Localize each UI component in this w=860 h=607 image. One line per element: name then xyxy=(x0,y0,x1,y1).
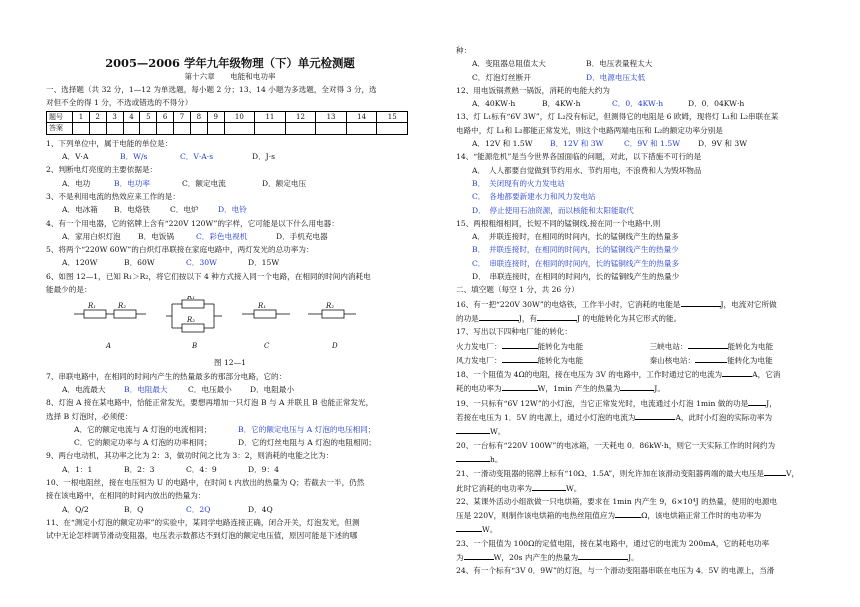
blank-field[interactable] xyxy=(681,297,721,307)
answer-table xyxy=(46,111,408,135)
question-16-cont xyxy=(456,311,818,325)
q14-option-d: D． 停止使用石油资源，而以核能和太阳能取代 xyxy=(472,205,634,215)
q15-option-c: C． 串联连接时，在相同的时间内，长的锰铜线产生的热量多 xyxy=(472,258,680,268)
row-label: 题号 xyxy=(47,111,73,123)
option-a: A．电流最大 xyxy=(62,384,106,394)
q22-text: Ω，该电烘箱正常工作时的电功率为 xyxy=(641,511,762,521)
option-d: D．电阻最小 xyxy=(250,384,295,394)
q15-option-b: B． 并联连接时，在相同的时间内，长的锰铜线产生的热量少 xyxy=(472,245,679,255)
option-b: B．电饭锅 xyxy=(138,231,174,241)
q17-row1 xyxy=(456,339,818,353)
option-d: D．9：4 xyxy=(248,464,279,474)
q15-option-d: D． 串联连接时，在相同的时间内，长的锰铜线产生的热量少 xyxy=(472,272,680,282)
question-21 xyxy=(456,466,818,480)
question-1: 1、下列单位中，属于电能的单位是： xyxy=(46,138,173,148)
question-15: 15、两根粗细相同，长短不同的锰铜线,接在同一个电路中,则 xyxy=(456,218,661,228)
blank-field[interactable] xyxy=(722,367,752,377)
table-cell: 9 xyxy=(207,111,224,123)
q3-options xyxy=(46,203,414,216)
option-c: C．4：9 xyxy=(186,464,217,474)
q21-text: 此时它消耗的电功率为 xyxy=(456,483,532,493)
blank-field[interactable] xyxy=(456,452,490,462)
circuit-label-d: D xyxy=(332,342,338,351)
question-14: 14、“能源危机”是当今世界各国面临的问题，对此，以下措施不可行的是 xyxy=(456,152,702,162)
option-a: A．V·A xyxy=(62,152,89,162)
table-cell: 11 xyxy=(255,111,286,123)
q18-text: A，它消 xyxy=(752,370,781,380)
option-d: D．9V 和 3W xyxy=(698,139,748,149)
q11-options-row2 xyxy=(456,71,818,84)
blank-field[interactable] xyxy=(620,381,654,391)
blank-field[interactable] xyxy=(502,381,538,391)
answer-cell[interactable] xyxy=(190,123,207,135)
q1-options xyxy=(46,150,414,163)
question-5: 5、将两个“220W 60W”的白炽灯串联接在家庭电路中，两灯发光的总功率为： xyxy=(46,245,314,255)
resistor-label-r2: R₂ xyxy=(118,302,127,311)
table-cell: 4 xyxy=(123,111,140,123)
question-20-cont xyxy=(456,452,818,466)
table-cell: 2 xyxy=(89,111,106,123)
q11-options-row1 xyxy=(456,57,818,70)
q9-options xyxy=(46,463,414,476)
q18-text: 18、一个阻值为 4Ω的电阻，接在电压为 3V 的电路中，工作时通过它的电流为 xyxy=(456,370,723,380)
q21-text: 21、一滑动变阻器的铭牌上标有“10Ω、1.5A”，则允许加在该滑动变阻器两端的最大电压是 xyxy=(456,469,765,479)
q18-text: W，1min 产生的热量为 xyxy=(537,384,621,394)
option-b: B．电压表量程太大 xyxy=(586,59,653,69)
question-4: 4、有一个用电器，它的铭牌上含有“220V 120W”的字样，它可能是以下什么用电器： xyxy=(46,218,339,228)
left-column xyxy=(46,0,414,543)
q12-options xyxy=(456,97,818,110)
option-c: C．2Q xyxy=(186,504,211,514)
option-a: A．电功 xyxy=(62,178,91,188)
blank-field[interactable] xyxy=(502,339,538,349)
blank-field[interactable] xyxy=(615,508,641,518)
option-a: A．1：1 xyxy=(62,464,93,474)
table-cell: 7 xyxy=(174,111,191,123)
section-2-title: 二、填空题（每空 1 分，共 26 分） xyxy=(456,285,579,295)
table-cell: 5 xyxy=(140,111,157,123)
q19-text: 19、一只标有“6V 12W”的小灯泡，当它正常发光时，电流通过小灯泡 1min 做的功是 xyxy=(456,398,749,408)
question-21-cont xyxy=(456,481,818,495)
q15-option-a: A． 并联连接时，在相同的时间内，长的锰铜线产生的热量多 xyxy=(472,232,679,242)
question-12: 12、用电饭锅煮熟一锅饭，消耗的电能大约为 xyxy=(456,85,610,95)
option-b: B．12V 和 3W xyxy=(550,139,604,149)
answer-cell[interactable] xyxy=(207,123,224,135)
q13-options xyxy=(456,137,818,150)
q7-options xyxy=(46,383,414,396)
answer-cell[interactable] xyxy=(224,123,255,135)
blank-field[interactable] xyxy=(748,396,766,406)
option-a: A．它的额定电流与 A 灯泡的电流相同； xyxy=(74,424,212,434)
q18-text: J。 xyxy=(654,384,665,394)
question-6: 6、如图 12—1，已知 R₁＞R₂，将它们按以下 4 种方式接入同一个电路，在相同的时间内消耗电 xyxy=(46,271,371,281)
q16-text: 的功是 xyxy=(456,313,479,323)
table-cell: 1 xyxy=(73,111,90,123)
option-b: B．4KW·h xyxy=(542,99,581,109)
q17-label: 三峡电站： xyxy=(649,341,688,351)
q19-text: W。 xyxy=(490,427,506,437)
question-2: 2、判断电灯亮度的主要依据是： xyxy=(46,165,158,175)
question-13: 13、灯 L₁标有“6V 3W”，灯 L₂没有标记，但测得它的电阻是 6 欧姆，现将灯 L₁和 L₂串联在某 xyxy=(456,112,779,122)
figure-caption: 图 12—1 xyxy=(213,358,247,368)
resistor xyxy=(114,310,136,318)
question-19 xyxy=(456,396,818,410)
question-11-end: 种： xyxy=(456,46,472,55)
chapter-title: 第十六章 电能和电功率 xyxy=(184,72,276,81)
question-11: 11、在“测定小灯泡的额定功率”的实验中，某同学电路连接正确，闭合开关，灯泡发光，但测 xyxy=(46,517,360,527)
q14-option-a: A． 人人都要自觉做到节约用水、节约用电，不浪费和人为毁坏物品 xyxy=(472,165,702,175)
q19-text: A，此时小灯泡的实际功率为 xyxy=(675,413,773,423)
resistor-label-r2: R₂ xyxy=(187,316,196,325)
option-a: A．12V 和 1.5W xyxy=(472,139,533,149)
blank-field[interactable] xyxy=(479,311,519,321)
question-20: 20、一台标有“220V 100W”的电冰箱，一天耗电 0．86kW·h，则它一天实际工作的时间约为 xyxy=(456,440,776,450)
option-d: D．J·s xyxy=(252,152,276,162)
answer-cell[interactable] xyxy=(140,123,157,135)
right-column xyxy=(456,0,818,578)
resistor xyxy=(84,310,106,318)
option-b: B．Q xyxy=(124,504,144,514)
q16-text: J，有 xyxy=(518,313,538,323)
q17-label: 秦山核电站： xyxy=(649,355,696,365)
q17-label: 能转化为电能 xyxy=(727,341,774,351)
option-c: C．V·A·s xyxy=(180,152,214,162)
option-c: C．0．4KW·h xyxy=(612,99,664,109)
option-c: C．电炉 xyxy=(170,205,199,215)
blank-field[interactable] xyxy=(764,466,786,476)
table-row xyxy=(47,123,408,135)
option-b: B．60W xyxy=(124,258,155,268)
option-c: C．30W xyxy=(186,258,217,268)
option-d: D．手机充电器 xyxy=(276,231,328,241)
q23-text: W，20s 内产生的热量为 xyxy=(493,552,579,562)
option-d: D．额定电压 xyxy=(262,178,307,188)
section-intro: 一、选择题（共 32 分，1—12 为单选题，每小题 2 分；13、14 小题为多选题，全对得 3 分，选 xyxy=(46,85,377,94)
question-22-end xyxy=(456,522,818,536)
table-cell: 8 xyxy=(190,111,207,123)
q17-row2 xyxy=(456,353,818,367)
resistor-label-r1: R₁ xyxy=(88,302,97,311)
question-18-cont xyxy=(456,381,818,395)
answer-cell[interactable] xyxy=(174,123,191,135)
table-row xyxy=(47,111,408,123)
option-c: C．电压最小 xyxy=(188,384,232,394)
q17-label: 能转化为电能 xyxy=(537,341,584,351)
answer-cell[interactable] xyxy=(73,123,90,135)
question-10: 10、一根电阻丝，接在电压恒为 U 的电路中，在时间 t 内放出的热量为 Q；若截去一半，仍然 xyxy=(46,478,365,488)
answer-cell[interactable] xyxy=(157,123,174,135)
answer-cell[interactable] xyxy=(377,123,408,135)
q10-options xyxy=(46,503,414,516)
option-d: D．它的灯丝电阻与 A 灯泡的电阻相同； xyxy=(238,438,376,448)
table-cell: 14 xyxy=(346,111,377,123)
option-a: A．电冰箱 xyxy=(62,205,98,215)
blank-field[interactable] xyxy=(537,311,577,321)
question-7: 7、串联电路中，在相同的时间内产生的热量最多的那部分电路，它的： xyxy=(46,371,287,381)
question-22: 22、某课外活动小组欲做一只电烘箱，要求在 1min 内产生 9，6×10⁴J 的热量，使用的电源电 xyxy=(456,496,778,506)
option-d: D．0．04KW·h xyxy=(688,99,745,109)
question-3: 3、不是利用电流的热效应来工作的是： xyxy=(46,191,180,201)
q5-options xyxy=(46,256,414,269)
option-b: B．W/s xyxy=(120,152,148,162)
q16-text: 16、有一把“220V 30W”的电烙铁，工作半小时，它消耗的电能是 xyxy=(456,299,681,309)
answer-cell[interactable] xyxy=(316,123,347,135)
q22-text: 压是 220V，则制作该电烘箱的电热丝阻值应为 xyxy=(456,511,616,521)
option-a: A．40KW·h xyxy=(472,99,516,109)
blank-field[interactable] xyxy=(456,424,490,434)
circuit-diagrams xyxy=(46,296,414,356)
option-b: B．电阻最大 xyxy=(124,384,168,394)
option-b: B．电功率 xyxy=(114,178,150,188)
question-23-cont xyxy=(456,550,818,564)
q19-text: 若接在电压为 1．5V 的电源上，通过小灯泡的电流为 xyxy=(456,413,636,423)
q22-text: W。 xyxy=(482,525,498,535)
answer-cell[interactable] xyxy=(285,123,316,135)
question-10-cont: 接在该电路中，在相同的时间内放出的热量为： xyxy=(46,491,206,501)
option-c: C．9V 和 1.5W xyxy=(624,139,681,149)
table-cell: 6 xyxy=(157,111,174,123)
question-6-cont: 能最少的是： xyxy=(46,285,92,295)
blank-field[interactable] xyxy=(695,353,727,363)
question-9: 9、两台电动机，其功率之比为 2：3，做功时间之比为 3：2，则消耗的电能之比为： xyxy=(46,451,334,461)
question-16 xyxy=(456,297,818,311)
table-cell: 10 xyxy=(224,111,255,123)
q17-label: 能转化为电能 xyxy=(537,355,584,365)
question-13-cont: 电路中，灯 L₁和 L₂都能正常发光，则这个电路两端电压和 L₂的额定功率分别是 xyxy=(456,125,723,135)
question-24: 24、有一个标有“3V 0．9W”的灯泡，与一个滑动变阻器串联在电压为 4．5V 的电源上，当滑 xyxy=(456,566,775,576)
question-11-cont: 试中无论怎样调节滑动变阻器，电压表示数都达不到灯泡的额定电压值，原因可能是下述的哪 xyxy=(46,531,358,541)
q2-options xyxy=(46,177,414,190)
option-b: B．2：3 xyxy=(124,464,155,474)
question-8: 8、灯泡 A 接在某电路中，恰能正常发光，要想再增加一只灯泡 B 与 A 并联且 B 也能正常发光， xyxy=(46,398,374,408)
q8-options-row1 xyxy=(46,423,414,436)
blank-field[interactable] xyxy=(464,550,494,560)
question-17: 17、写出以下四种电厂能的转化： xyxy=(456,327,572,337)
table-cell: 12 xyxy=(285,111,316,123)
option-b: B．它的额定电压与 A 灯泡的电压相同； xyxy=(238,424,376,434)
section-intro-cont: 对但不全的得 1 分，不选或错选的不得分） xyxy=(46,98,193,108)
q23-text: 为 xyxy=(456,552,464,562)
row-label: 答案 xyxy=(47,123,73,135)
option-a: A．120W xyxy=(62,258,98,268)
q16-text-cont: J，电流对它所做 xyxy=(720,299,777,309)
q21-text: V， xyxy=(786,469,800,479)
blank-field[interactable] xyxy=(532,481,566,491)
option-a: A．变阻器总阻值太大 xyxy=(472,59,546,69)
question-22-cont xyxy=(456,508,818,522)
circuit-label-c: C xyxy=(264,342,270,351)
q8-options-row2 xyxy=(46,436,414,449)
question-19-end xyxy=(456,424,818,438)
q21-text: W。 xyxy=(565,483,582,493)
q19-text: J， xyxy=(766,398,777,408)
question-8-cont: 选择 B 灯泡时，必须使： xyxy=(46,411,133,421)
q17-label: 风力发电厂： xyxy=(456,355,502,365)
page-title: 2005—2006 学年九年级物理（下）单元检测题 xyxy=(105,56,355,70)
option-c: C．额定电流 xyxy=(182,178,226,188)
question-18 xyxy=(456,367,818,381)
q23-text: J。 xyxy=(628,552,639,562)
resistor-label-r2: R₂ xyxy=(326,302,335,311)
table-cell: 15 xyxy=(377,111,408,123)
answer-cell[interactable] xyxy=(89,123,106,135)
table-cell: 3 xyxy=(106,111,123,123)
answer-cell[interactable] xyxy=(255,123,286,135)
option-c: C．它的额定功率与 A 灯泡的功率相同； xyxy=(74,438,212,448)
blank-field[interactable] xyxy=(502,353,538,363)
option-c: C．彩色电视机 xyxy=(196,231,248,241)
option-b: B．电烙铁 xyxy=(114,205,150,215)
circuit-figure xyxy=(46,296,414,356)
q14-option-b: B． 关闭现有的火力发电站 xyxy=(472,178,565,188)
blank-field[interactable] xyxy=(688,339,728,349)
q20-text: h。 xyxy=(490,454,503,464)
answer-cell[interactable] xyxy=(106,123,123,135)
blank-field[interactable] xyxy=(456,522,482,532)
q17-label: 能转化为电能 xyxy=(727,355,773,365)
blank-field[interactable] xyxy=(578,550,628,560)
option-c: C．灯泡灯丝断开 xyxy=(472,72,531,82)
q18-text: 耗的电功率为 xyxy=(456,384,502,394)
resistor-label-r1: R₁ xyxy=(187,296,196,302)
option-d: D．4Q xyxy=(248,504,273,514)
option-a: A．Q/2 xyxy=(62,504,89,514)
question-23: 23、一个阻值为 100Ω的定值电阻，接在某电路中，通过它的电流为 200mA，它的耗电功率 xyxy=(456,538,770,548)
answer-cell[interactable] xyxy=(123,123,140,135)
option-a: A．家用白炽灯泡 xyxy=(62,231,121,241)
blank-field[interactable] xyxy=(635,410,675,420)
answer-cell[interactable] xyxy=(346,123,377,135)
option-d: D．15W xyxy=(248,258,280,268)
q4-options xyxy=(46,230,414,243)
option-d: D．电源电压太低 xyxy=(586,72,646,82)
circuit-label-a: A xyxy=(106,342,112,351)
q14-option-c: C． 各地都要新建水力和风力发电站 xyxy=(472,192,596,202)
resistor-label-r1: R₁ xyxy=(258,302,267,311)
q16-text: J 的电能转化为其它形式的能。 xyxy=(577,313,682,323)
q17-label: 火力发电厂： xyxy=(456,341,502,351)
table-cell: 13 xyxy=(316,111,347,123)
question-19-cont xyxy=(456,410,818,424)
circuit-label-b: B xyxy=(192,342,198,351)
option-d: D．电铃 xyxy=(218,205,247,215)
